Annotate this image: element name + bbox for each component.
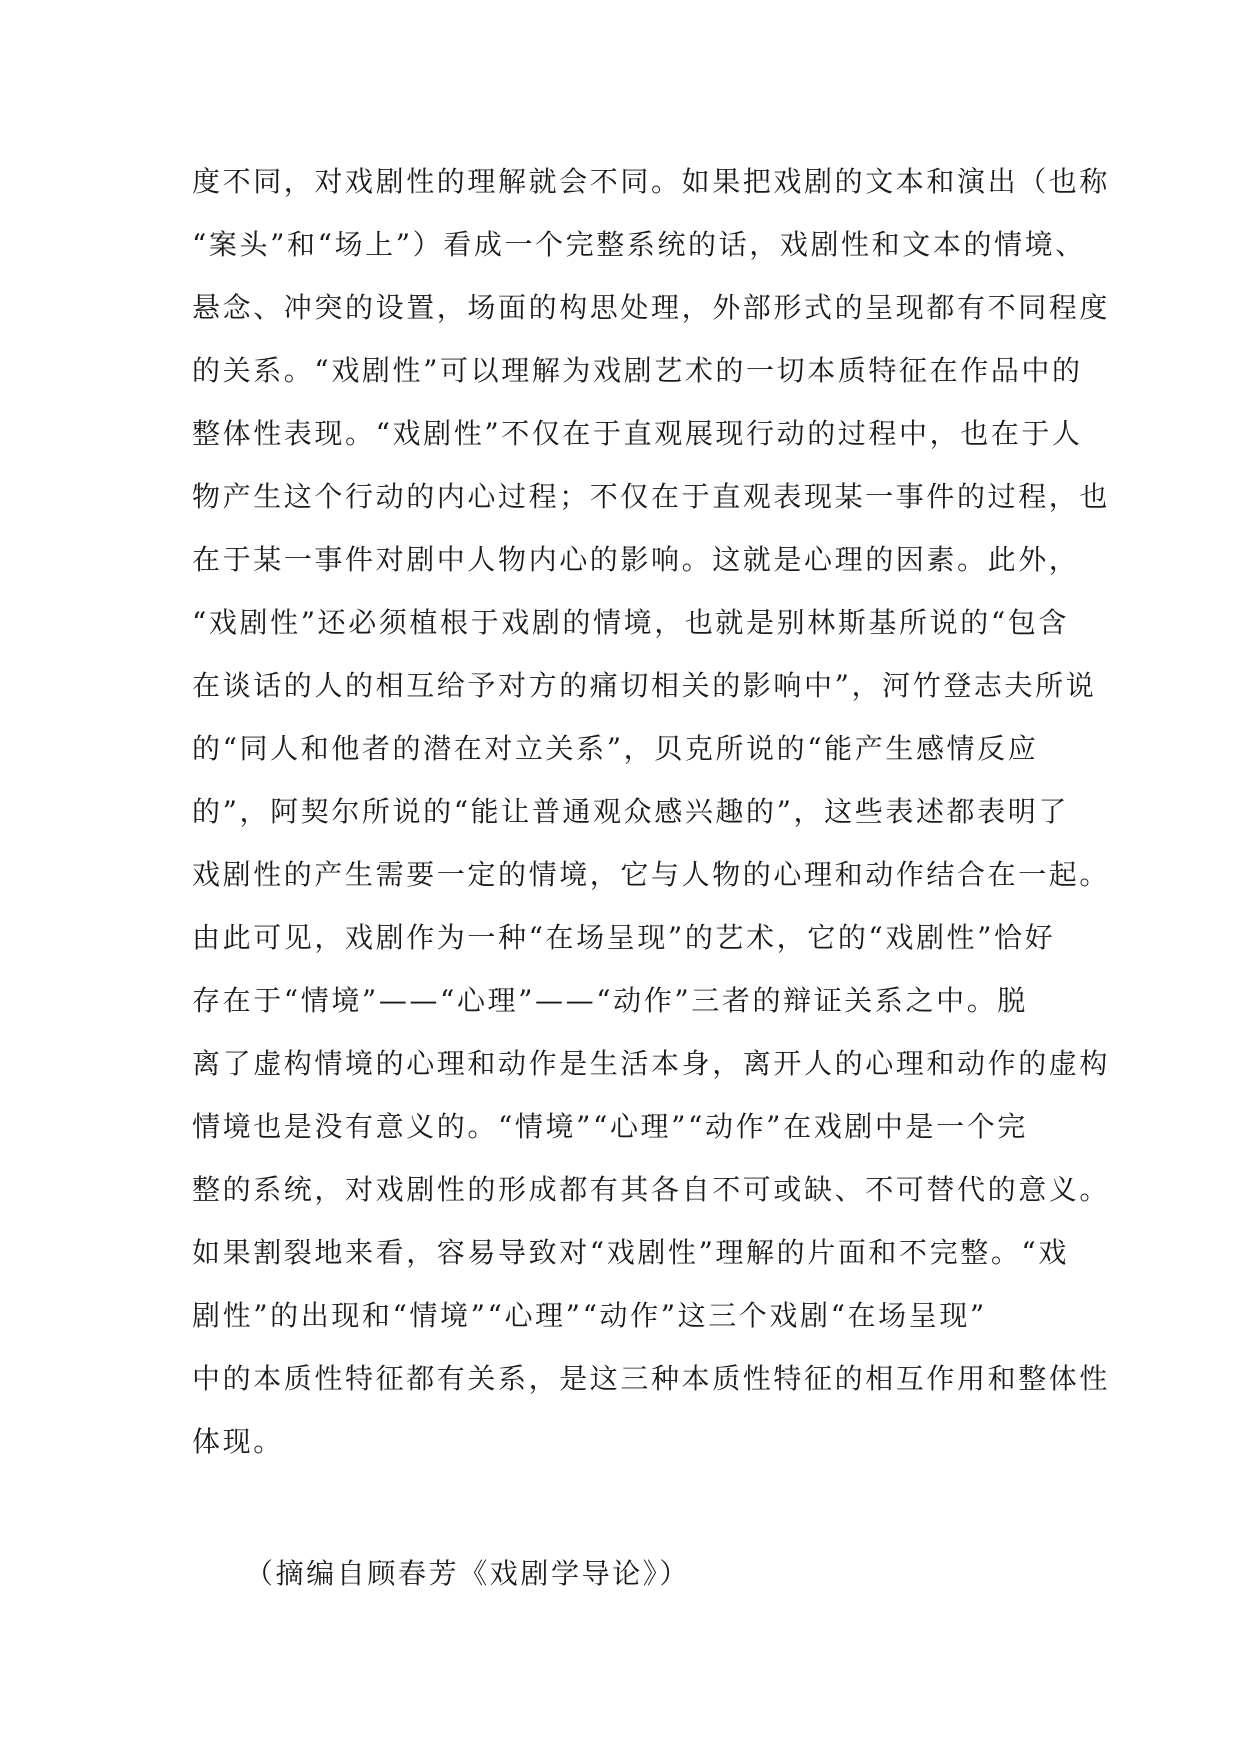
body-text-line: 戏剧性的产生需要一定的情境，它与人物的心理和动作结合在一起。	[192, 858, 1111, 891]
body-text-line: 物产生这个行动的内心过程；不仅在于直观表现某一事件的过程，也	[192, 480, 1111, 513]
source-citation: （摘编自顾春芳《戏剧学导论》）	[245, 1557, 691, 1590]
body-text-line: 在谈话的人的相互给予对方的痛切相关的影响中”，河竹登志夫所说	[192, 669, 1097, 702]
body-text-line: 在于某一事件对剧中人物内心的影响。这就是心理的因素。此外，	[192, 543, 1080, 576]
body-text-line: “案头”和“场上”）看成一个完整系统的话，戏剧性和文本的情境、	[192, 228, 1086, 261]
body-text-line: 剧性”的出现和“情境”“心理”“动作”这三个戏剧“在场呈现”	[192, 1299, 987, 1332]
body-text-line: 如果割裂地来看，容易导致对“戏剧性”理解的片面和不完整。“戏	[192, 1236, 1069, 1269]
body-text-line: 离了虚构情境的心理和动作是生活本身，离开人的心理和动作的虚构	[192, 1047, 1111, 1080]
body-text-line: 中的本质性特征都有关系，是这三种本质性特征的相互作用和整体性	[192, 1362, 1111, 1395]
body-text-line: 存在于“情境”——“心理”——“动作”三者的辩证关系之中。脱	[192, 984, 1028, 1017]
body-text-line: 悬念、冲突的设置，场面的构思处理，外部形式的呈现都有不同程度	[192, 291, 1111, 324]
body-text-line: “戏剧性”还必须植根于戏剧的情境，也就是别林斯基所说的“包含	[192, 606, 1069, 639]
body-text-line: 整的系统，对戏剧性的形成都有其各自不可或缺、不可替代的意义。	[192, 1173, 1111, 1206]
body-text-line: 的”，阿契尔所说的“能让普通观众感兴趣的”，这些表述都表明了	[192, 795, 1069, 828]
body-text-line: 体现。	[192, 1425, 284, 1458]
body-text-line: 的“同人和他者的潜在对立关系”，贝克所说的“能产生感情反应	[192, 732, 1039, 765]
body-text-line: 整体性表现。“戏剧性”不仅在于直观展现行动的过程中，也在于人	[192, 417, 1083, 450]
body-text-line: 由此可见，戏剧作为一种“在场呈现”的艺术，它的“戏剧性”恰好	[192, 921, 1056, 954]
body-text-line: 的关系。“戏剧性”可以理解为戏剧艺术的一切本质特征在作品中的	[192, 354, 1083, 387]
body-text-line: 度不同，对戏剧性的理解就会不同。如果把戏剧的文本和演出（也称	[192, 165, 1111, 198]
body-text-line: 情境也是没有意义的。“情境”“心理”“动作”在戏剧中是一个完	[192, 1110, 1028, 1143]
